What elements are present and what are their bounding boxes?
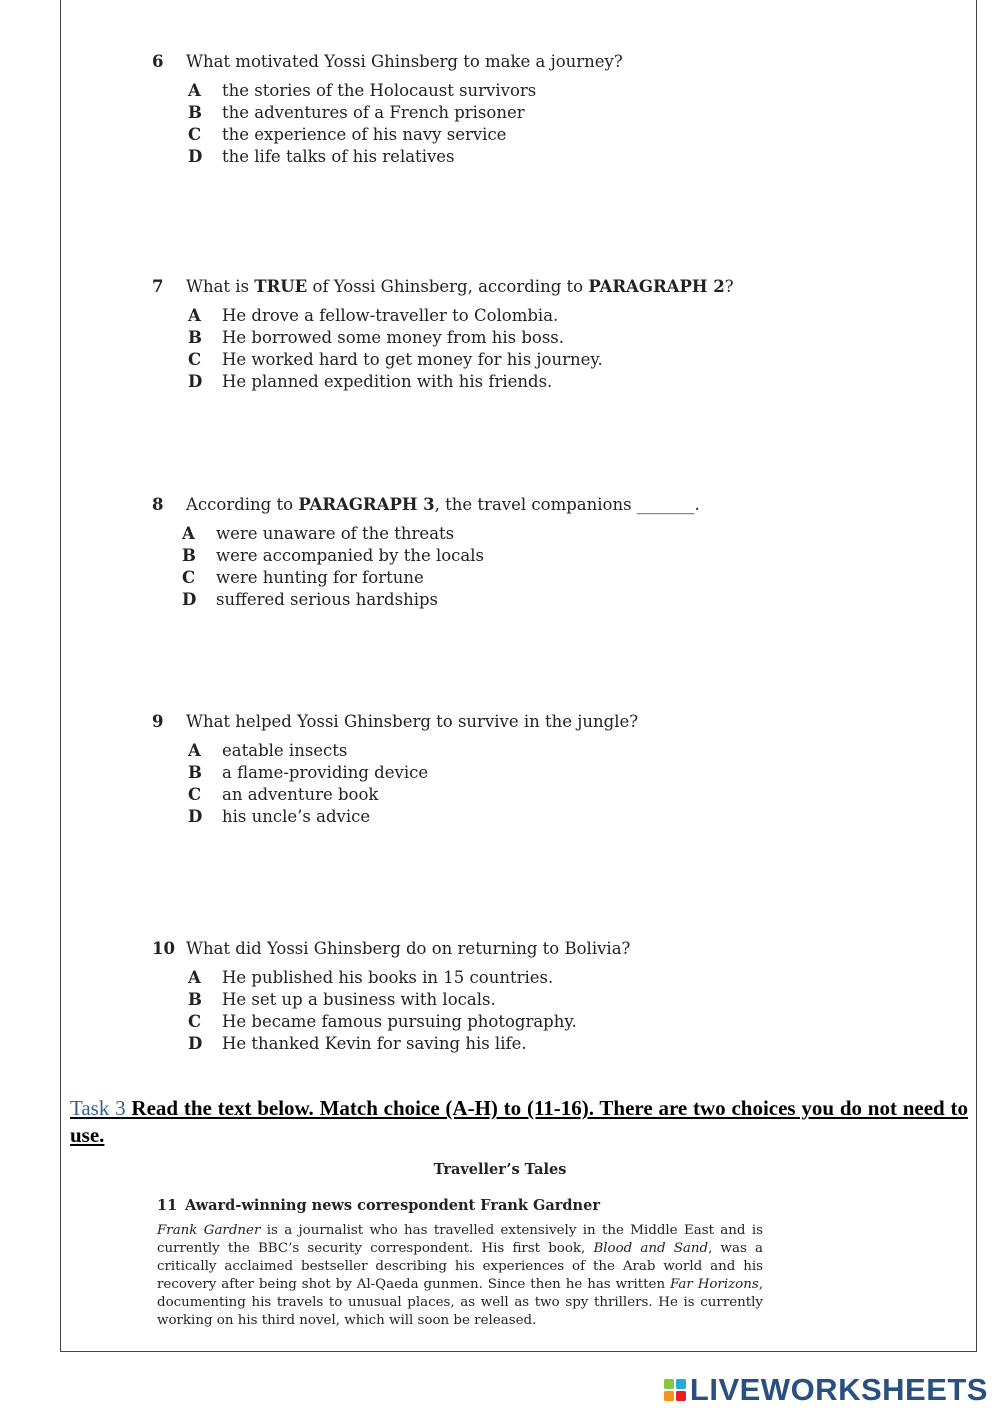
question-stem: 6 What motivated Yossi Ghinsberg to make a journey? bbox=[152, 52, 623, 71]
options-list bbox=[188, 967, 630, 1055]
option-d[interactable]: D He thanked Kevin for saving his life. bbox=[188, 1034, 527, 1053]
question-6 bbox=[152, 51, 623, 168]
option-a[interactable]: A He published his books in 15 countries. bbox=[188, 968, 554, 987]
item-number: 11 bbox=[157, 1197, 178, 1214]
option-c[interactable]: C He worked hard to get money for his journey. bbox=[188, 350, 603, 369]
page-frame bbox=[60, 0, 977, 1352]
option-d[interactable]: D He planned expedition with his friends. bbox=[188, 372, 553, 391]
option-c[interactable]: C were hunting for fortune bbox=[182, 568, 424, 587]
option-d[interactable]: D suffered serious hardships bbox=[182, 590, 439, 609]
option-c[interactable]: C the experience of his navy service bbox=[188, 125, 507, 144]
question-number: 8 bbox=[152, 495, 164, 514]
question-stem: 7 What is TRUE of Yossi Ghinsberg, according to PARAGRAPH 2? bbox=[152, 277, 734, 296]
option-b[interactable]: B He set up a business with locals. bbox=[188, 990, 496, 1009]
question-9 bbox=[152, 711, 638, 828]
option-b[interactable]: B He borrowed some money from his boss. bbox=[188, 328, 565, 347]
question-stem: 10 What did Yossi Ghinsberg do on returning to Bolivia? bbox=[152, 939, 631, 958]
options-list bbox=[182, 523, 700, 611]
option-a[interactable]: A eatable insects bbox=[188, 741, 348, 760]
option-b[interactable]: B the adventures of a French prisoner bbox=[188, 103, 525, 122]
options-list bbox=[188, 305, 734, 393]
question-number: 6 bbox=[152, 52, 164, 71]
option-c[interactable]: C He became famous pursuing photography. bbox=[188, 1012, 577, 1031]
question-8 bbox=[152, 494, 700, 611]
option-b[interactable]: B a flame-providing device bbox=[188, 763, 429, 782]
question-number: 7 bbox=[152, 277, 164, 296]
item-11-heading: 11 Award-winning news correspondent Frank Gardner bbox=[157, 1197, 600, 1214]
option-a[interactable]: A were unaware of the threats bbox=[182, 524, 455, 543]
question-7 bbox=[152, 276, 734, 393]
option-d[interactable]: D his uncle’s advice bbox=[188, 807, 371, 826]
option-a[interactable]: A He drove a fellow-traveller to Colombia. bbox=[188, 306, 559, 325]
text-title: Traveller’s Tales bbox=[433, 1161, 567, 1178]
question-10 bbox=[152, 938, 630, 1055]
question-stem: 8 According to PARAGRAPH 3, the travel companions _______. bbox=[152, 495, 700, 514]
options-list bbox=[188, 80, 623, 168]
liveworksheets-logo-icon bbox=[664, 1379, 686, 1401]
option-b[interactable]: B were accompanied by the locals bbox=[182, 546, 484, 565]
task-3-instruction bbox=[70, 1095, 968, 1149]
option-c[interactable]: C an adventure book bbox=[188, 785, 379, 804]
options-list bbox=[188, 740, 638, 828]
option-d[interactable]: D the life talks of his relatives bbox=[188, 147, 455, 166]
task-label: Task 3 bbox=[70, 1096, 126, 1120]
question-stem: 9 What helped Yossi Ghinsberg to survive in the jungle? bbox=[152, 712, 639, 731]
liveworksheets-brand[interactable] bbox=[664, 1372, 988, 1408]
option-a[interactable]: A the stories of the Holocaust survivors bbox=[188, 81, 537, 100]
item-11-body: Frank Gardner is a journalist who has travelled extensively in the Middle East and is currently the BBC’s security correspondent. His first book, Blood and Sand, was a critically acclaimed bestseller describing his experiences of the Arab world and his recovery after being shot by Al-Qaeda gunmen. Since then he has written Far Horizons, documenting his travels to unusual places, as well as two spy thrillers. He is currently working on his third novel, which will soon be released. bbox=[157, 1223, 763, 1329]
question-number: 9 bbox=[152, 712, 164, 731]
brand-text: LIVEWORKSHEETS bbox=[689, 1372, 988, 1407]
question-number: 10 bbox=[152, 939, 175, 958]
task-instruction-text: Read the text below. Match choice (A-H) to (11-16). There are two choices you do not need to use. bbox=[70, 1096, 969, 1147]
